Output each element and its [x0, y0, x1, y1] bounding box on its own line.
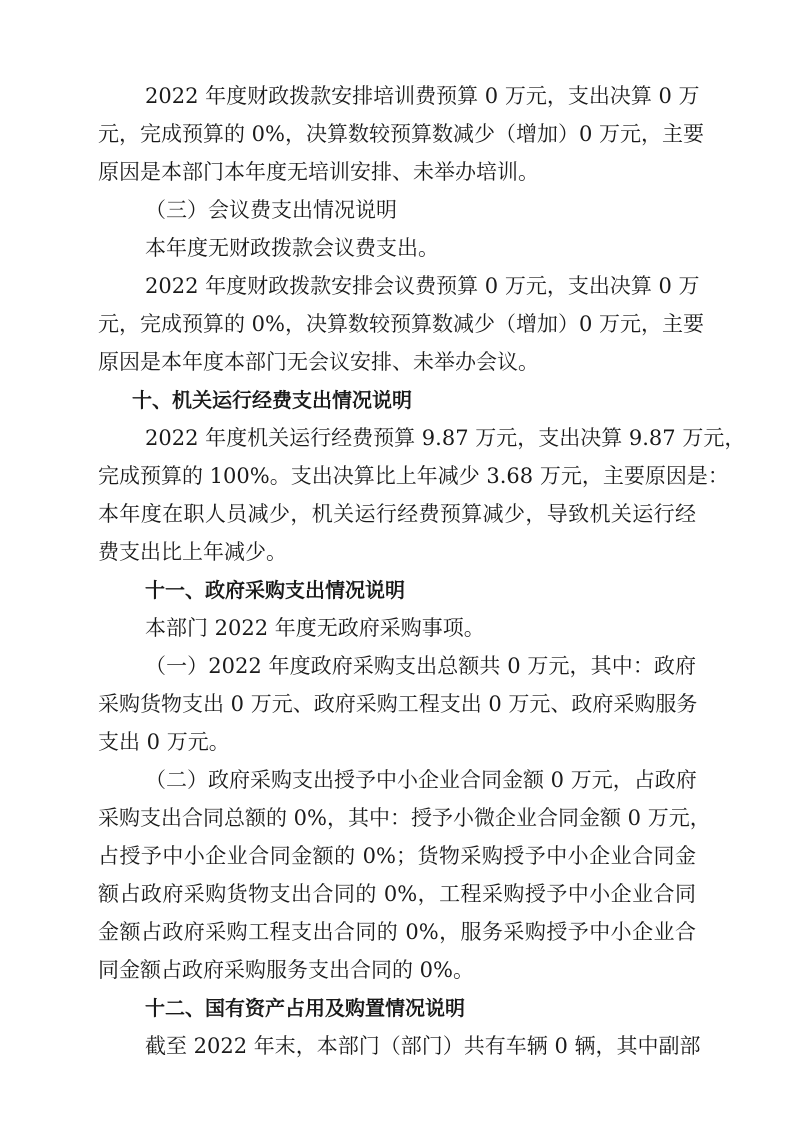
section-heading: 十一、政府采购支出情况说明: [145, 578, 405, 602]
paragraph-line: 原因是本年度本部门无会议安排、未举办会议。: [98, 350, 539, 374]
paragraph-line: 费支出比上年减少。: [98, 540, 287, 564]
paragraph-line: 本部门 2022 年度无政府采购事项。: [145, 616, 485, 640]
paragraph-line: （二）政府采购支出授予中小企业合同金额 0 万元，占政府: [145, 768, 697, 792]
paragraph-line: 本年度无财政拨款会议费支出。: [145, 236, 439, 260]
paragraph-line: 本年度在职人员减少，机关运行经费预算减少，导致机关运行经: [98, 502, 696, 526]
subsection-heading: （三）会议费支出情况说明: [145, 198, 397, 222]
paragraph-line: 额占政府采购货物支出合同的 0%，工程采购授予中小企业合同: [98, 882, 696, 906]
paragraph-line: 原因是本部门本年度无培训安排、未举办培训。: [98, 160, 539, 184]
paragraph-line: 2022 年度财政拨款安排培训费预算 0 万元，支出决算 0 万: [145, 84, 700, 108]
paragraph-line: 支出 0 万元。: [98, 730, 230, 754]
paragraph-line: 2022 年度机关运行经费预算 9.87 万元，支出决算 9.87 万元，: [145, 426, 746, 450]
paragraph-line: 截至 2022 年末，本部门（部门）共有车辆 0 辆，其中副部: [145, 1034, 701, 1058]
paragraph-line: 完成预算的 100%。支出决算比上年减少 3.68 万元，主要原因是：: [98, 464, 729, 488]
paragraph-line: 采购货物支出 0 万元、政府采购工程支出 0 万元、政府采购服务: [98, 692, 698, 716]
paragraph-line: 占授予中小企业合同金额的 0%；货物采购授予中小企业合同金: [98, 844, 696, 868]
paragraph-line: 金额占政府采购工程支出合同的 0%，服务采购授予中小企业合: [98, 920, 696, 944]
section-heading: 十、机关运行经费支出情况说明: [132, 388, 412, 412]
paragraph-line: （一）2022 年度政府采购支出总额共 0 万元，其中：政府: [145, 654, 696, 678]
paragraph-line: 元，完成预算的 0%，决算数较预算数减少（增加）0 万元，主要: [98, 312, 705, 336]
paragraph-line: 元，完成预算的 0%，决算数较预算数减少（增加）0 万元，主要: [98, 122, 705, 146]
section-heading: 十二、国有资产占用及购置情况说明: [145, 996, 465, 1020]
paragraph-line: 同金额占政府采购服务支出合同的 0%。: [98, 958, 474, 982]
paragraph-line: 采购支出合同总额的 0%，其中：授予小微企业合同金额 0 万元，: [98, 806, 711, 830]
paragraph-line: 2022 年度财政拨款安排会议费预算 0 万元，支出决算 0 万: [145, 274, 700, 298]
